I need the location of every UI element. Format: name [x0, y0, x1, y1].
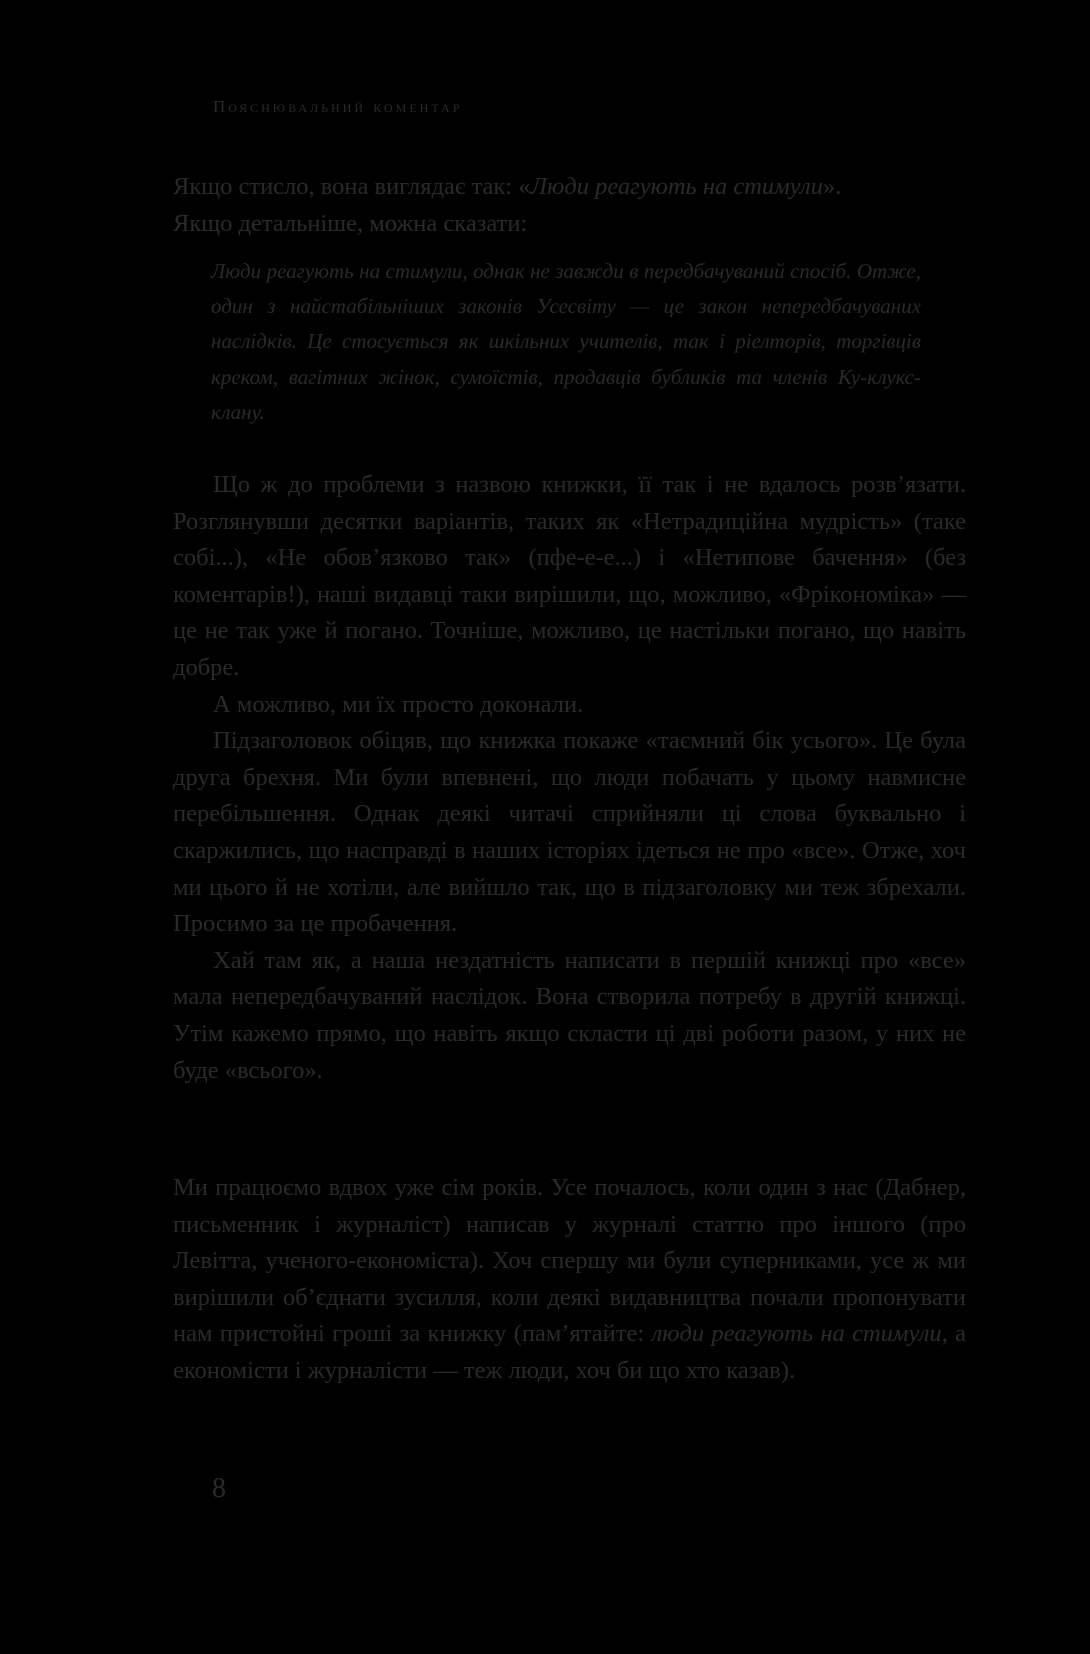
running-title: Пояснювальний коментар: [213, 97, 463, 116]
page-number: 8: [212, 1473, 226, 1504]
main-text: [173, 467, 966, 1089]
paragraph: Хай там як, а наша нездатність написати в першій книжці про «все» мала непередбачуваний наслідок. Вона створила потребу в другій книжці. Утім кажемо прямо, що навіть якщо скласти ці дві роботи разом, у них не буде «всього».: [173, 946, 966, 1084]
block-quote: Люди реагують на стимули, однак не завжди в передбачуваний спосіб. Отже, один з найстабільніших законів Усесвіту — це закон непередбачуваних наслідків. Це стосується як шкільних учителів, так і ріелторів, торгівців креком, вагітних жінок, сумоїстів, продавців бубликів та членів Ку-клукс-клану.: [211, 259, 921, 424]
closing-paragraph: [173, 1170, 966, 1390]
closing-text: [173, 1170, 966, 1390]
intro-line-2: Якщо детальніше, можна сказати:: [173, 209, 528, 237]
paragraph: Підзаголовок обіцяв, що книжка покаже «таємний бік усього». Це була друга брехня. Ми були впевнені, що люди побачать у цьому навмисне перебільшення. Однак деякі читачі сприйняли ці слова буквально і скаржились, що насправді в наших історіях ідеться не про «все». Отже, хоч ми цього й не хотіли, але вийшло так, що в підзаголовку ми теж збрехали. Просимо за це пробачення.: [173, 727, 966, 938]
closing-start: Ми працюємо вдвох уже сім років. Усе почалось, коли один з нас (Дабнер, письменник і журналіст) написав у журналі статтю про іншого (про Левітта, ученого-економіста). Хоч спершу ми були суперниками, усе ж ми вирішили об’єднати зусилля, коли деякі видавництва почали пропонувати нам пристойні гроші за книжку (пам’ятайте:: [173, 1174, 966, 1348]
paragraph: Що ж до проблеми з назвою книжки, її так і не вдалось розв’язати. Розглянувши десятки варіантів, таких як «Нетрадиційна мудрість» (таке собі...), «Не обов’язково так» (пфе-е-е...) і «Нетипове бачення» (без коментарів!), наші видавці таки вирішили, що, можливо, «Фрікономіка» — це не так уже й погано. Точніше, можливо, це настільки погано, що навіть добре.: [173, 471, 966, 681]
intro-line-1: [173, 169, 966, 206]
intro-text: [173, 169, 966, 242]
intro-line-1-end: ».: [822, 173, 842, 200]
intro-line-1-start: Якщо стисло, вона виглядає так: «: [173, 173, 531, 200]
paragraph: А можливо, ми їх просто доконали.: [213, 690, 584, 718]
closing-end: , а економісти і журналісти — теж люди, хоч би що хто казав).: [173, 1320, 967, 1384]
closing-italic: люди реагують на стимули: [651, 1320, 942, 1348]
intro-line-1-italic: Люди реагують на стимули: [530, 173, 823, 200]
